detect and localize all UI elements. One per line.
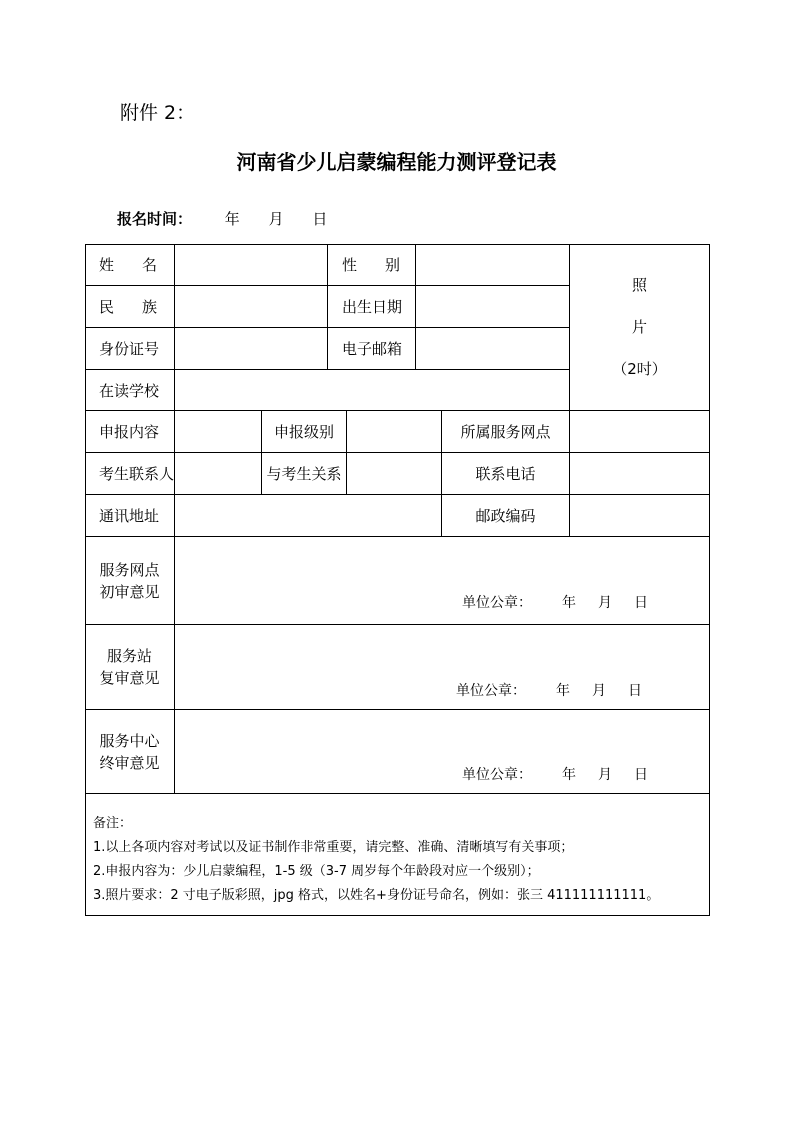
gender-label: 性 别 (328, 244, 416, 286)
ethnic-field[interactable] (175, 286, 328, 328)
postcode-label: 邮政编码 (442, 495, 570, 537)
opinion-3-field[interactable] (175, 710, 710, 794)
contact-person-field[interactable] (175, 453, 262, 495)
apply-level-label: 申报级别 (262, 411, 347, 453)
name-label: 姓 名 (85, 244, 175, 286)
notes-item-2: 2.申报内容为：少儿启蒙编程，1-5 级（3-7 周岁每个年龄段对应一个级别）； (93, 864, 540, 879)
photo-text-2: 片 (631, 318, 647, 336)
attachment-label: 附件 2： (120, 102, 196, 124)
opinion-1-label: 服务网点 初审意见 (85, 537, 175, 625)
email-field[interactable] (416, 328, 570, 370)
opinion-2-seal: 单位公章： 年 月 日 (456, 683, 642, 699)
apply-content-label: 申报内容 (85, 411, 175, 453)
school-label: 在读学校 (85, 370, 175, 411)
registration-day: 日 (312, 210, 328, 228)
notes-title: 备注： (93, 816, 133, 831)
opinion-3-seal: 单位公章： 年 月 日 (462, 767, 648, 783)
name-field[interactable] (175, 244, 328, 286)
registration-month: 月 (268, 210, 284, 228)
ethnic-label: 民 族 (85, 286, 175, 328)
address-label: 通讯地址 (85, 495, 175, 537)
notes-item-1: 1.以上各项内容对考试以及证书制作非常重要，请完整、准确、清晰填写有关事项； (93, 840, 574, 855)
relation-label: 与考生关系 (262, 453, 347, 495)
idno-label: 身份证号 (85, 328, 175, 370)
postcode-field[interactable] (570, 495, 710, 537)
opinion-2-field[interactable] (175, 625, 710, 710)
photo-box[interactable] (570, 244, 710, 411)
phone-label: 联系电话 (442, 453, 570, 495)
registration-year: 年 (224, 210, 240, 228)
opinion-2-label: 服务站 复审意见 (85, 625, 175, 710)
school-field[interactable] (175, 370, 570, 411)
service-point-label: 所属服务网点 (442, 411, 570, 453)
registration-time (117, 208, 351, 229)
form-title: 河南省少儿启蒙编程能力测评登记表 (236, 150, 557, 174)
registration-time-label: 报名时间： (117, 210, 193, 228)
notes-section (85, 794, 710, 916)
birth-field[interactable] (416, 286, 570, 328)
service-point-field[interactable] (570, 411, 710, 453)
opinion-1-seal: 单位公章： 年 月 日 (462, 595, 648, 611)
phone-field[interactable] (570, 453, 710, 495)
birth-label: 出生日期 (328, 286, 416, 328)
relation-field[interactable] (347, 453, 442, 495)
opinion-3-label: 服务中心 终审意见 (85, 710, 175, 794)
address-field[interactable] (175, 495, 442, 537)
gender-field[interactable] (416, 244, 570, 286)
photo-text-1: 照 (631, 276, 647, 294)
contact-person-label: 考生联系人 (85, 453, 175, 495)
apply-content-field[interactable] (175, 411, 262, 453)
email-label: 电子邮箱 (328, 328, 416, 370)
notes-item-3: 3.照片要求：2 寸电子版彩照，jpg 格式，以姓名+身份证号命名，例如：张三 411111111111。 (93, 888, 660, 903)
idno-field[interactable] (175, 328, 328, 370)
apply-level-field[interactable] (347, 411, 442, 453)
opinion-1-field[interactable] (175, 537, 710, 625)
photo-text-3: （2吋） (612, 360, 667, 378)
